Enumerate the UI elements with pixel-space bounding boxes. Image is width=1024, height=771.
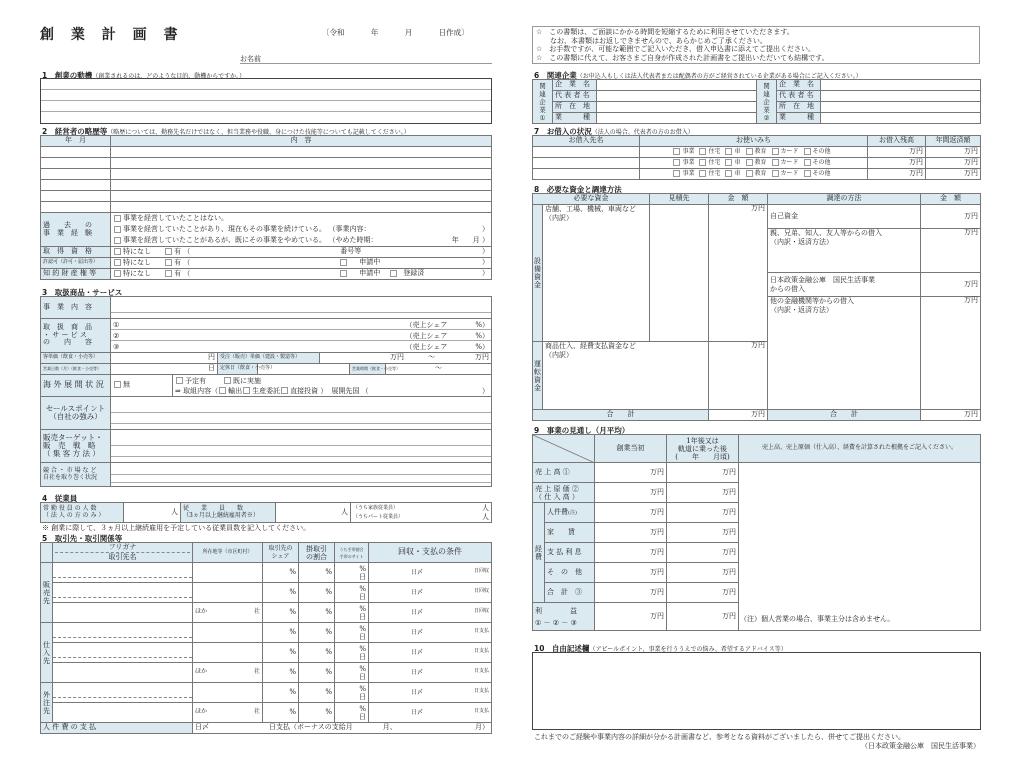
rent-initial[interactable]: 万円	[595, 523, 667, 543]
section-10-title: 10 自由記述欄（アピールポイント、事業を行ううえでの悩み、希望するアドバイス等）	[534, 644, 787, 653]
section-5-title: 5 取引先・取引関係等	[42, 534, 123, 543]
method-other-loan: 他の金融機関等からの借入 （内訳・返済方法）	[768, 297, 921, 410]
partner-row[interactable]: 外 注 先 % % % 日 日〆 日支払	[41, 683, 492, 703]
past-option-1[interactable]: 事業を経営していたことはない。	[113, 213, 489, 224]
checkbox[interactable]	[165, 259, 172, 266]
employees-table: 常 勤 役 員 の 人 数 （ 法 人 の 方 の み ） 人 従 業 員 数 （3ヵ月以上継続雇用者※） 人 （うち家族従業員） 人 （うちパート従業員） 人	[40, 502, 492, 523]
partner-row[interactable]: % % % 日 日〆 日支払	[41, 643, 492, 663]
checkbox[interactable]	[165, 270, 172, 277]
labor-initial[interactable]: 万円	[595, 503, 667, 523]
checkbox[interactable]	[725, 148, 732, 155]
company2-address[interactable]	[821, 102, 981, 113]
section-8-title: 8 必要な資金と調達方法	[534, 185, 622, 194]
career-table	[40, 135, 492, 280]
order-price-field[interactable]: 万円 ～ 万円	[320, 353, 492, 364]
checkbox[interactable]	[390, 270, 397, 277]
license-row: 許認可（許可・届出等） 特になし 有 （ 申請中 ）	[41, 258, 492, 269]
checkbox[interactable]	[699, 170, 706, 177]
checkbox[interactable]	[804, 159, 811, 166]
employees-footnote: ※ 創業に際して、３ヵ月以上継続雇用を予定している従業員数を記入してください。	[42, 524, 311, 532]
section-6-title: 6 関連企業（お申込人もしくは法人代表者または配偶者の方がご経営されている企業がある場合にご記入ください。）	[534, 71, 862, 80]
company1-name[interactable]	[597, 80, 757, 91]
checkbox[interactable]	[224, 377, 231, 384]
loans-table: お借入先名 お使いみち お借入残高 年間返済額 事業 住宅 車 教育 カード その他 万円 万円 事業 住宅 車 教育 カード その他 万円 万円 事業 住宅 車 教育 カード その他 万円 万円	[532, 135, 981, 180]
other-initial[interactable]: 万円	[595, 563, 667, 583]
basis-field[interactable]	[739, 463, 981, 631]
officers-field[interactable]: 人	[124, 503, 181, 523]
checkbox[interactable]	[243, 387, 250, 394]
section-9-title: 9 事業の見通し（月平均）	[534, 426, 630, 435]
checkbox[interactable]	[699, 148, 706, 155]
checkbox[interactable]	[281, 387, 288, 394]
days-row: 営業日数（月）（飲食・小売等） 日 定休日（飲食・小売等） 営業時間（飲食・小売等） ～	[41, 364, 492, 375]
career-row[interactable]	[41, 180, 492, 191]
free-text-field[interactable]	[532, 652, 981, 730]
partner-group-label: 仕 入 先	[41, 623, 53, 683]
checkbox[interactable]	[725, 159, 732, 166]
checkbox[interactable]	[114, 248, 121, 255]
col-content: 内 容	[111, 136, 492, 147]
profit-after[interactable]: 万円	[667, 603, 739, 631]
name-label: お名前	[240, 55, 261, 63]
col-date: 年 月	[41, 136, 111, 147]
cost-after[interactable]: 万円	[667, 483, 739, 503]
cost-initial[interactable]: 万円	[595, 483, 667, 503]
outlook-table: 創業当初 1年後又は 軌道に乗った後 ( 年 月頃) 売上高、売上原価（仕入高）、経費を計算された根拠をご記入ください。 売 上 高 ① 万円 万円 売 上 原 価 ② （ 仕 入 高 ） 万円 万円 経 費 人件費(注) 万円 万円 家 賃 万円 万円 支 払 利 息 万円 万円 そ の 他 万円 万円 合 計 ③ 万円 万円 利 益 ① － ② － ③ 万円 万円	[532, 434, 981, 631]
method-total[interactable]: 万円	[921, 410, 981, 421]
career-row[interactable]	[41, 191, 492, 202]
checkbox[interactable]	[176, 377, 183, 384]
method-jfc-loan: 日本政策金融公庫 国民生活事業 からの借入	[768, 273, 921, 297]
products-table	[40, 296, 492, 487]
rent-after[interactable]: 万円	[667, 523, 739, 543]
funding-table: 必要な資金 見積先 金 額 調達の方法 金 額 設 備 資 金 店舗、工場、機械、車両など （内訳） 万円 自己資金 万円 親、兄弟、知人、友人等からの借入 （内訳・返済方法） 万円 日本政策金融公庫 国民生活事業 からの借入 万円 他の金融機関等からの借入 （内訳・返済方法） 万円 運 転 資 金 商品仕入、経費支払資金など （内訳） 万円 合 計 万円 合 計 万円	[532, 193, 981, 421]
target-row[interactable]: 販売ターゲット・ 販 売 戦 略 （ 集 客 方 法 ）	[41, 430, 492, 463]
working-capital-detail[interactable]: 商品仕入、経費支払資金など （内訳）	[543, 342, 709, 410]
employees-breakdown[interactable]: （うち家族従業員） 人 （うちパート従業員） 人	[351, 503, 492, 523]
checkbox[interactable]	[725, 170, 732, 177]
qualification-row: 取 得 資 格 特になし 有 （ 番号等 ）	[41, 247, 492, 258]
related-companies-table: 関 連 企 業 ① 企 業 名 関 連 企 業 ② 企 業 名 代 表 者 名 代 表 者 名 所 在 地 所 在 地 業 種 業 種	[532, 79, 981, 124]
section-4-title: 4 従業員	[42, 494, 78, 503]
method-family-loan: 親、兄弟、知人、友人等からの借入 （内訳・返済方法）	[768, 229, 921, 273]
working-capital-amount[interactable]: 万円	[709, 342, 768, 410]
days-field[interactable]: 日	[111, 364, 218, 375]
date-close: 日作成〕	[438, 28, 469, 37]
section-3-title: 3 取扱商品・サービス	[42, 288, 123, 297]
company2-rep[interactable]	[821, 91, 981, 102]
labor-payment-row: 人 件 費 の 支 払 日〆 日支払（ボーナスの支給月 月、 月）	[41, 723, 492, 734]
loan-row[interactable]: 事業 住宅 車 教育 カード その他 万円 万円	[533, 169, 981, 180]
notice-box: ☆ この書類は、ご面談にかかる時間を短縮するために利用させていただきます。 なお、本書類はお返しできませんので、あらかじめご了承ください。 ☆ お手数ですが、可能な範囲でご記入いただき、借入申込書に添えてご提出ください。 ☆ この書類に代えて、お客さまご自身が作成された計画書をご提出いただいても結構です。	[532, 26, 980, 64]
checkbox[interactable]	[114, 270, 121, 277]
checkbox[interactable]	[219, 387, 226, 394]
checkbox[interactable]	[114, 259, 121, 266]
overseas-row: 海 外 展 開 状 況 無 予定有 既に実施 ⇒ 取組内容（ 輸出 生産委託 直接投資 ） 展開先国 （ ）	[41, 375, 492, 397]
other-after[interactable]: 万円	[667, 563, 739, 583]
sales-point-row[interactable]: セールスポイント （自社の強み）	[41, 397, 492, 430]
interest-after[interactable]: 万円	[667, 543, 739, 563]
checkbox[interactable]	[114, 237, 121, 244]
career-row[interactable]	[41, 147, 492, 158]
need-total[interactable]: 万円	[709, 410, 768, 421]
hours-field[interactable]: ～	[386, 364, 492, 375]
date-line	[322, 27, 492, 38]
partner-row[interactable]: 仕 入 先 % % % 日 日〆 日支払	[41, 623, 492, 643]
checkbox[interactable]	[340, 259, 347, 266]
company1-address[interactable]	[597, 102, 757, 113]
career-row[interactable]	[41, 158, 492, 169]
method-self-funds: 自己資金	[768, 205, 921, 229]
partners-table: フリガナ 取引先名 所在地等（市区町村） 取引先の シェア 掛取引 の割合 うち手形割合 手形のサイト 回収・支払の条件 販 売 先 % % % 日 日〆 日回収 % % % 日 日〆 日回収 ほか 社 % % % 日 日〆 日回収 仕 入 先 % % % 日 日〆 日支払 % % % 日 日〆 日支払 ほか 社 % % % 日 日〆 日支払 外 注 先 % % % 日 日〆 日支払 ほか 社 % % % 日 日〆 日支払 人 件 費 の 支 払 日〆 日支払（ボーナスの支給月 月、 月）	[40, 542, 492, 734]
checkbox[interactable]	[673, 148, 680, 155]
company2-industry[interactable]	[821, 113, 981, 124]
footer-org: （日本政策金融公庫 国民生活事業）	[861, 742, 980, 750]
other-loan-amount[interactable]: 万円	[921, 297, 981, 410]
checkbox[interactable]	[673, 159, 680, 166]
equipment-quote[interactable]	[650, 205, 709, 342]
company1-industry[interactable]	[597, 113, 757, 124]
checkbox[interactable]	[746, 159, 753, 166]
equipment-detail[interactable]: 店舗、工場、機械、車両など （内訳）	[543, 205, 650, 342]
profit-initial[interactable]: 万円	[595, 603, 667, 631]
loan-row[interactable]: 事業 住宅 車 教育 カード その他 万円 万円	[533, 147, 981, 158]
company1-rep[interactable]	[597, 91, 757, 102]
section-7-title: 7 お借入の状況（法人の場合、代表者の方のお借入）	[534, 127, 694, 136]
motivation-field[interactable]	[40, 78, 492, 124]
ip-row: 知 的 財 産 権 等 特になし 有 （ 申請中 登録済 ）	[41, 269, 492, 280]
outlook-footnote: （注）個人営業の場合、事業主分は含めません。	[740, 613, 970, 627]
unit-price-field[interactable]: 円	[111, 353, 218, 364]
checkbox[interactable]	[114, 215, 121, 222]
checkbox[interactable]	[746, 148, 753, 155]
expense-total-initial[interactable]: 万円	[595, 583, 667, 603]
checkbox[interactable]	[772, 148, 779, 155]
business-row[interactable]: 事 業 内 容	[41, 297, 492, 319]
sales-initial[interactable]: 万円	[595, 463, 667, 483]
section-1-title: 1 創業の動機（創業されるのは、どのような目的、動機からですか。）	[42, 71, 246, 80]
page-title: 創 業 計 画 書	[40, 27, 184, 43]
date-year: 年	[370, 28, 379, 37]
partner-row[interactable]: ほか 社 % % % 日 日〆 日支払	[41, 703, 492, 723]
family-loan-amount[interactable]: 万円	[921, 229, 981, 273]
checkbox[interactable]	[114, 381, 121, 388]
past-option-2[interactable]: 事業を経営していたことがあり、現在もその事業を続けている。 （事業内容： ）	[113, 224, 489, 235]
checkbox[interactable]	[165, 248, 172, 255]
section-2-title: 2 経営者の略歴等（略歴については、勤務先名だけではなく、担当業務や役職、身につけた技能等についても記載してください。）	[42, 127, 410, 136]
partner-row[interactable]: ほか 社 % % % 日 日〆 日回収	[41, 603, 492, 623]
checkbox[interactable]	[114, 226, 121, 233]
checkbox[interactable]	[340, 270, 347, 277]
checkbox[interactable]	[804, 170, 811, 177]
product-row[interactable]: 取 扱 商 品 ・ サ ー ビ ス の 内 容 ① %） （売上シェア ② %） （売上シェア ③ %） （売上シェア	[41, 319, 492, 353]
footer-note: これまでのご経験や事業内容の詳細が分かる計画書など、参考となる資料がございましたら、併せてご提出ください。	[534, 733, 905, 741]
labor-after[interactable]: 万円	[667, 503, 739, 523]
diagonal-cell	[533, 435, 595, 463]
partner-row[interactable]: ほか 社 % % % 日 日〆 日支払	[41, 663, 492, 683]
partner-group-label: 外 注 先	[41, 683, 53, 723]
competition-row[interactable]: 競 合 ・ 市 場 な ど 自社を取り巻く状況	[41, 463, 492, 487]
checkbox[interactable]	[804, 148, 811, 155]
sales-after[interactable]: 万円	[667, 463, 739, 483]
price-row: 客単価（飲食・小売等） 円 受注（販売）単価（建設・製造等） 万円 ～ 万円	[41, 353, 492, 364]
company2-name[interactable]	[821, 80, 981, 91]
past-option-3[interactable]: 事業を経営していたことがあるが、既にその事業をやめている。 （やめた時期： 年 月 ）	[113, 235, 489, 246]
equipment-amount[interactable]: 万円	[709, 205, 768, 342]
partner-group-label: 販 売 先	[41, 563, 53, 623]
checkbox[interactable]	[699, 159, 706, 166]
checkbox[interactable]	[673, 170, 680, 177]
checkbox[interactable]	[746, 170, 753, 177]
career-row[interactable]	[41, 202, 492, 213]
interest-initial[interactable]: 万円	[595, 543, 667, 563]
loan-row[interactable]: 事業 住宅 車 教育 カード その他 万円 万円	[533, 158, 981, 169]
partner-row[interactable]: 販 売 先 % % % 日 日〆 日回収	[41, 563, 492, 583]
checkbox[interactable]	[772, 170, 779, 177]
self-funds-amount[interactable]: 万円	[921, 205, 981, 229]
expense-total-after[interactable]: 万円	[667, 583, 739, 603]
employees-field[interactable]: 人	[276, 503, 351, 523]
checkbox[interactable]	[772, 159, 779, 166]
date-open: 〔令和	[322, 28, 345, 37]
career-row[interactable]	[41, 169, 492, 180]
date-month: 月	[404, 28, 413, 37]
partner-row[interactable]: % % % 日 日〆 日回収	[41, 583, 492, 603]
jfc-loan-amount[interactable]: 万円	[921, 273, 981, 297]
past-experience-label: 過 去 の 事 業 経 験	[41, 213, 111, 247]
name-field[interactable]	[240, 54, 492, 64]
